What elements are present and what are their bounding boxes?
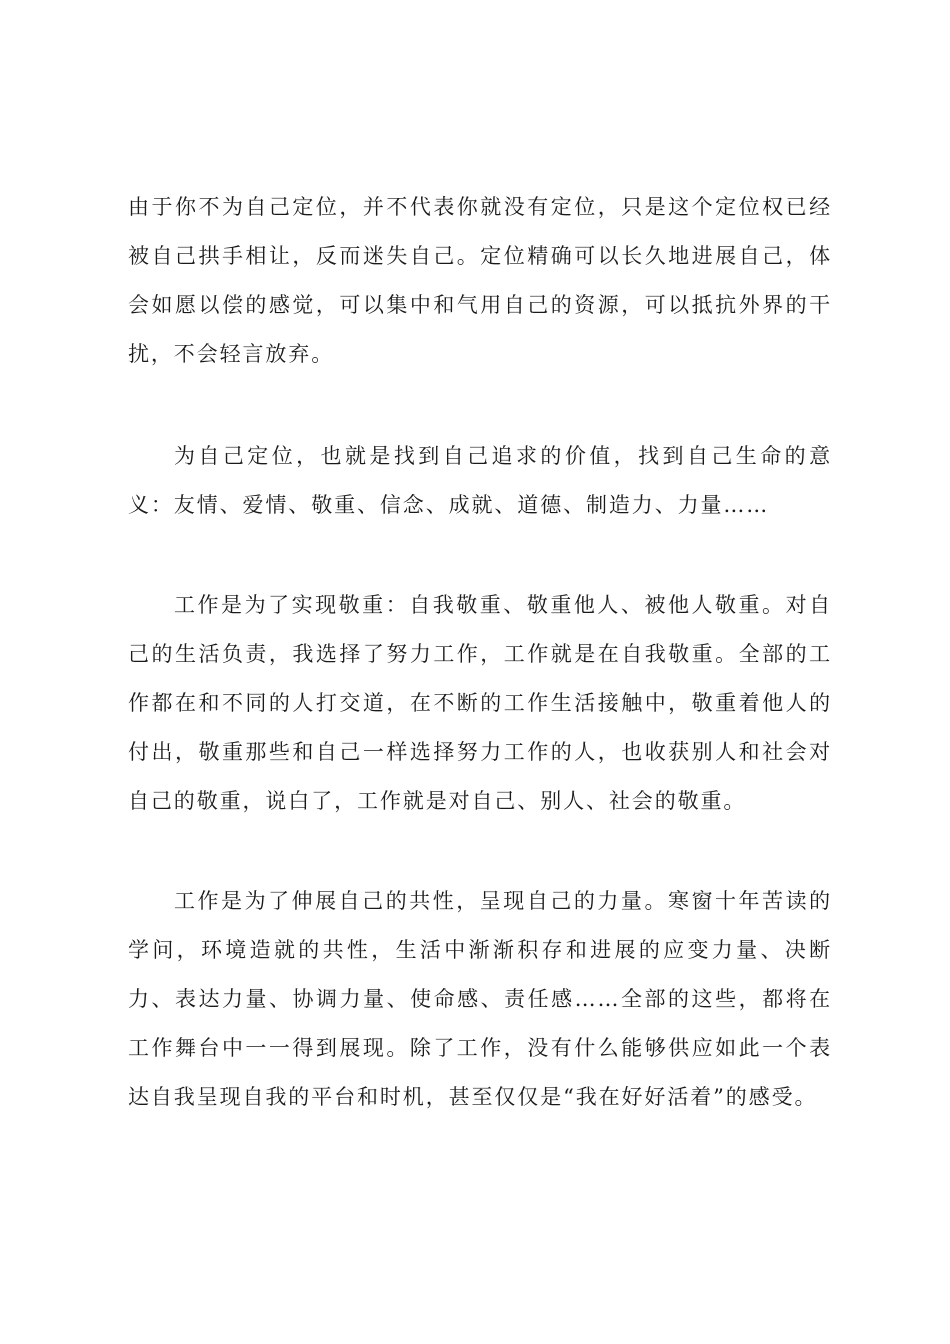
paragraph-2: 为自己定位，也就是找到自己追求的价值，找到自己生命的意义：友情、爱情、敬重、信念、成就、道德、制造力、力量…… bbox=[128, 444, 832, 517]
paragraph-1: 由于你不为自己定位，并不代表你就没有定位，只是这个定位权已经被自己拱手相让，反而迷失自己。定位精确可以长久地进展自己，体会如愿以偿的感觉，可以集中和气用自己的资源，可以抵抗外界的干扰，不会轻言放弃。 bbox=[128, 195, 832, 366]
paragraph-3: 工作是为了实现敬重：自我敬重、敬重他人、被他人敬重。对自己的生活负责，我选择了努力工作，工作就是在自我敬重。全部的工作都在和不同的人打交道，在不断的工作生活接触中，敬重着他人的付出，敬重那些和自己一样选择努力工作的人，也收获别人和社会对自己的敬重，说白了，工作就是对自己、别人、社会的敬重。 bbox=[128, 593, 832, 813]
paragraph-4: 工作是为了伸展自己的共性，呈现自己的力量。寒窗十年苦读的学问，环境造就的共性，生活中渐渐积存和进展的应变力量、决断力、表达力量、协调力量、使命感、责任感……全部的这些，都将在工作舞台中一一得到展现。除了工作，没有什么能够供应如此一个表达自我呈现自我的平台和时机，甚至仅仅是“我在好好活着”的感受。 bbox=[128, 889, 832, 1109]
